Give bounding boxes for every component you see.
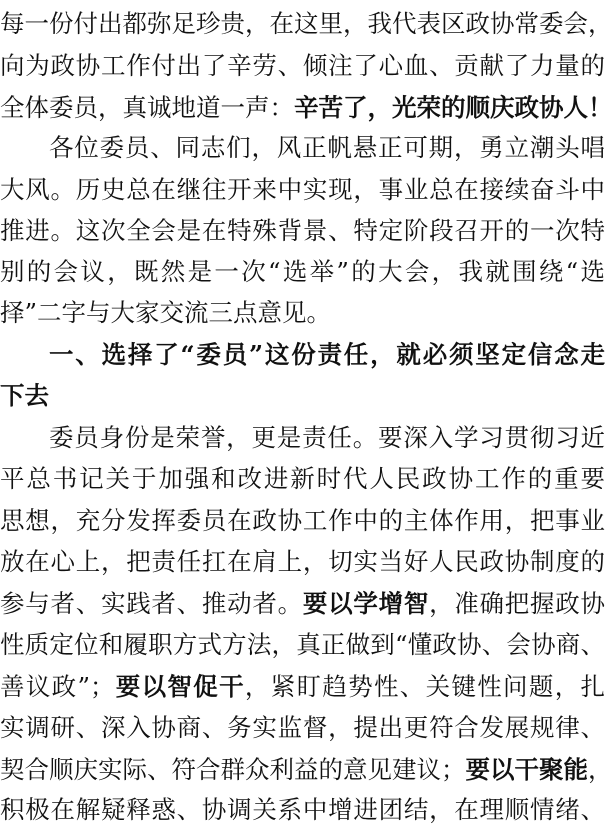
paragraph-line [0,790,605,830]
text-segment: 性质定位和履职方式方法，真正做到“懂政协、会协商、 [0,630,605,659]
text-segment: 各位委员、同志们，风正帆悬正可期，勇立潮头唱 [49,133,605,162]
text-segment: 放在心上，把责任扛在肩上，切实当好人民政协制度的 [0,547,605,576]
text-segment: 契合顺庆实际、符合群众利益的意见建议； [0,755,466,784]
text-segment: ，紧盯趋势性、关键性问题，扎 [244,672,606,701]
bold-text-segment: 要以学增智 [302,589,430,618]
paragraph-line [0,542,605,582]
paragraph-line [0,667,605,707]
text-segment: 推进。这次全会是在特殊背景、特定阶段召开的一次特 [0,216,605,245]
bold-text-segment: 下去 [0,381,49,410]
section-heading-line [0,376,605,416]
text-segment: 委员身份是荣誉，更是责任。要深入学习贯彻习近 [49,423,605,452]
text-segment: 每一份付出都弥足珍贵，在这里，我代表区政协常委会， [0,9,613,38]
paragraph-line [0,128,605,168]
paragraph-line [0,625,605,665]
text-segment: 积极在解疑释惑、协调关系中增进团结，在理顺情绪、 [0,795,605,824]
bold-text-segment: 辛苦了，光荣的顺庆政协人！ [294,93,613,122]
paragraph-line [0,293,605,333]
text-segment: 善议政”； [0,672,115,701]
paragraph-line [0,88,613,128]
paragraph-line [0,584,605,624]
text-segment: 平总书记关于加强和改进新时代人民政协工作的重要 [0,464,605,493]
text-segment: 思想，充分发挥委员在政协工作中的主体作用，把事业 [0,506,605,535]
paragraph-line [0,501,605,541]
text-segment: 别的会议，既然是一次“选举”的大会，我就围绕“选 [0,257,605,286]
paragraph-line [0,4,613,44]
paragraph-line [0,708,605,748]
text-segment: ， [588,755,613,784]
text-segment: 参与者、实践者、推动者。 [0,589,303,618]
section-heading-line [0,335,605,375]
text-segment: ，准确把握政协 [429,589,606,618]
paragraph-line [0,252,605,292]
bold-text-segment: 要以智促干 [114,672,245,701]
text-segment: 向为政协工作付出了辛劳、倾注了心血、贡献了力量的 [0,51,605,80]
paragraph-line [0,46,605,86]
bold-text-segment: 一、选择了“委员”这份责任，就必须坚定信念走 [49,340,605,369]
paragraph-line [0,418,605,458]
text-segment: 大风。历史总在继往开来中实现，事业总在接续奋斗中 [0,175,605,204]
paragraph-line [0,170,605,210]
paragraph-line [0,459,605,499]
bold-text-segment: 要以干聚能 [465,755,588,784]
paragraph-line [0,211,605,251]
text-segment: 全体委员，真诚地道一声： [0,93,294,122]
text-segment: 择”二字与大家交流三点意见。 [0,298,332,327]
text-segment: 实调研、深入协商、务实监督，提出更符合发展规律、 [0,713,605,742]
paragraph-line [0,750,613,790]
